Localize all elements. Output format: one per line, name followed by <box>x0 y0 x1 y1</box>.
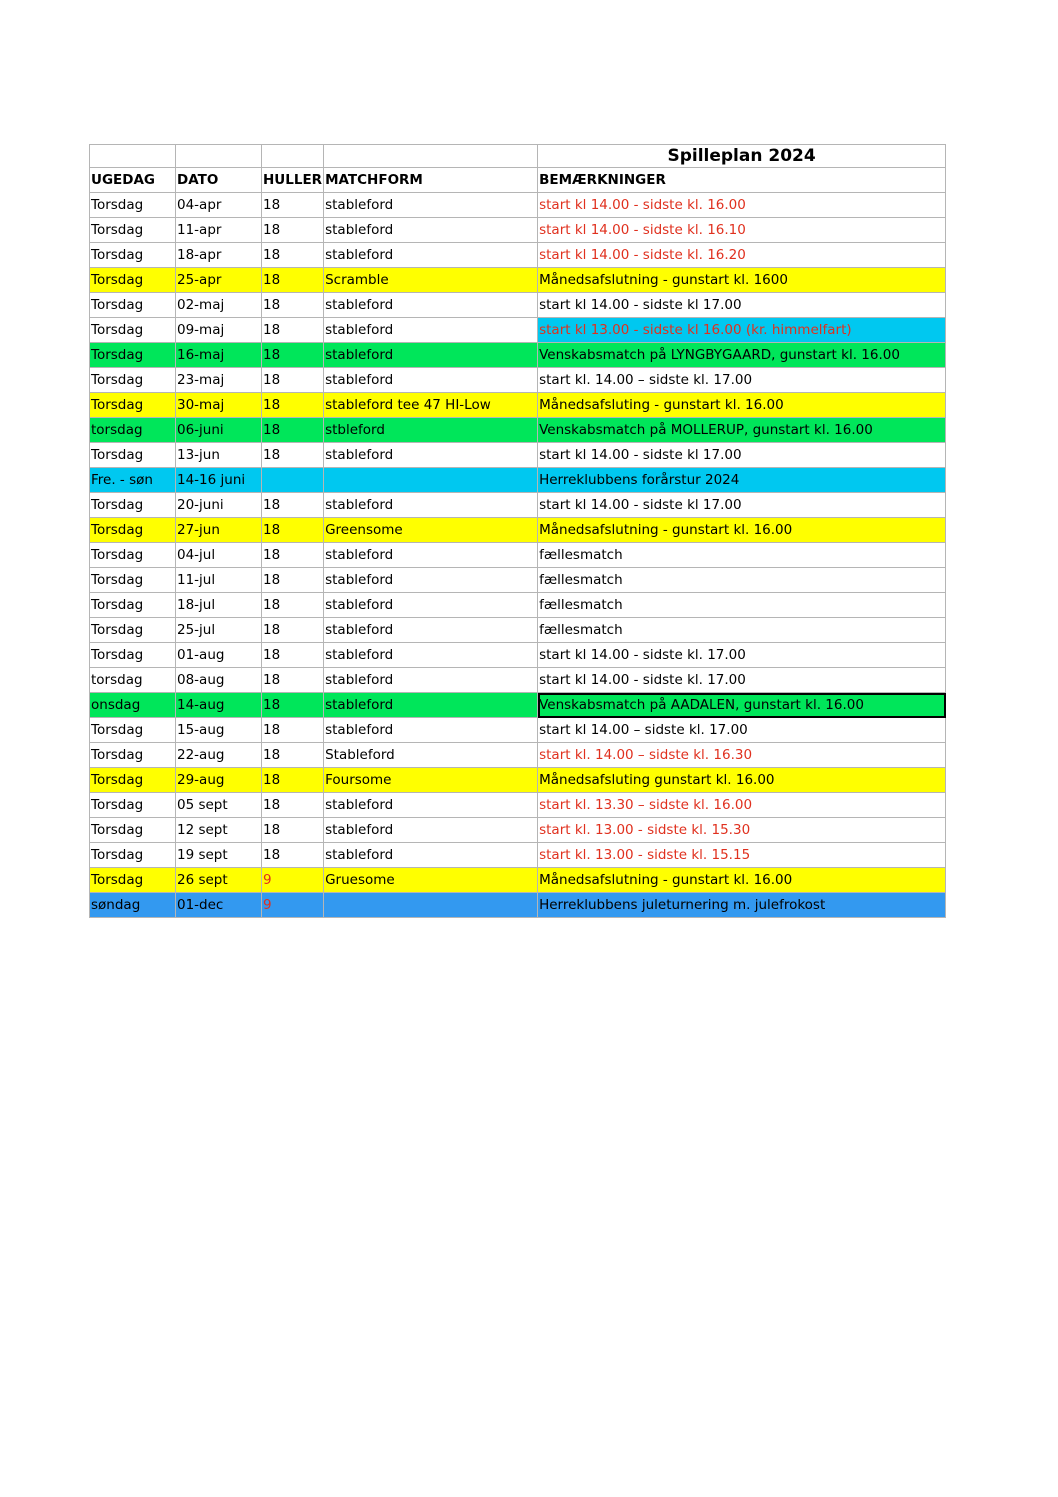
cell-huller: 18 <box>262 543 324 568</box>
cell-matchform: Greensome <box>324 518 538 543</box>
table-row <box>90 818 946 843</box>
cell-bemaerkninger: Herreklubbens forårstur 2024 <box>538 468 946 493</box>
cell-bemaerkninger: start kl 14.00 - sidste kl. 16.10 <box>538 218 946 243</box>
cell-huller: 9 <box>262 893 324 918</box>
cell-ugedag: Torsdag <box>90 218 176 243</box>
cell-dato: 02-maj <box>176 293 262 318</box>
cell-huller: 18 <box>262 443 324 468</box>
cell-ugedag: Torsdag <box>90 393 176 418</box>
table-row <box>90 518 946 543</box>
cell-bemaerkninger: start kl. 13.30 – sidste kl. 16.00 <box>538 793 946 818</box>
table-row <box>90 768 946 793</box>
cell-dato: 16-maj <box>176 343 262 368</box>
cell-ugedag: torsdag <box>90 668 176 693</box>
table-row <box>90 743 946 768</box>
cell-matchform: stableford <box>324 618 538 643</box>
cell-huller <box>262 468 324 493</box>
cell-huller: 18 <box>262 318 324 343</box>
cell-huller: 18 <box>262 718 324 743</box>
cell-bemaerkninger: start kl 14.00 - sidste kl. 16.00 <box>538 193 946 218</box>
cell-dato: 18-apr <box>176 243 262 268</box>
cell-dato: 11-jul <box>176 568 262 593</box>
table-row <box>90 793 946 818</box>
cell-huller: 18 <box>262 618 324 643</box>
cell-matchform: stableford <box>324 543 538 568</box>
cell-matchform: stableford <box>324 718 538 743</box>
cell-huller: 18 <box>262 693 324 718</box>
cell-bemaerkninger: Venskabsmatch på AADALEN, gunstart kl. 16.00 <box>538 693 946 718</box>
cell-matchform: stbleford <box>324 418 538 443</box>
cell-bemaerkninger: start kl 14.00 - sidste kl. 17.00 <box>538 643 946 668</box>
cell-dato: 19 sept <box>176 843 262 868</box>
cell-bemaerkninger: start kl 13.00 - sidste kl 16.00 (kr. himmelfart) <box>538 318 946 343</box>
cell-huller: 18 <box>262 393 324 418</box>
title-row <box>90 145 946 168</box>
cell-matchform: stableford tee 47 HI-Low <box>324 393 538 418</box>
cell-dato: 25-jul <box>176 618 262 643</box>
cell-bemaerkninger: start kl. 13.00 - sidste kl. 15.30 <box>538 818 946 843</box>
table-row <box>90 643 946 668</box>
cell-matchform: stableford <box>324 843 538 868</box>
table-row <box>90 493 946 518</box>
cell-matchform: stableford <box>324 368 538 393</box>
cell-bemaerkninger: fællesmatch <box>538 543 946 568</box>
cell-ugedag: Torsdag <box>90 843 176 868</box>
cell-dato: 08-aug <box>176 668 262 693</box>
cell-dato: 20-juni <box>176 493 262 518</box>
cell-huller: 18 <box>262 243 324 268</box>
cell-matchform: stableford <box>324 568 538 593</box>
cell-ugedag: Torsdag <box>90 268 176 293</box>
table-row <box>90 443 946 468</box>
table-row <box>90 468 946 493</box>
cell-ugedag: Torsdag <box>90 243 176 268</box>
cell-ugedag: Torsdag <box>90 543 176 568</box>
table-row <box>90 293 946 318</box>
cell-ugedag: Torsdag <box>90 743 176 768</box>
cell-bemaerkninger: start kl 14.00 – sidste kl. 17.00 <box>538 718 946 743</box>
cell-dato: 26 sept <box>176 868 262 893</box>
cell-matchform: stableford <box>324 443 538 468</box>
cell-dato: 12 sept <box>176 818 262 843</box>
cell-matchform: Gruesome <box>324 868 538 893</box>
cell-huller: 18 <box>262 518 324 543</box>
cell-ugedag: Torsdag <box>90 768 176 793</box>
table-row <box>90 893 946 918</box>
cell-bemaerkninger: fællesmatch <box>538 618 946 643</box>
cell-bemaerkninger: Månedsafslutning - gunstart kl. 16.00 <box>538 868 946 893</box>
cell-bemaerkninger: start kl 14.00 - sidste kl. 17.00 <box>538 668 946 693</box>
cell-matchform: stableford <box>324 293 538 318</box>
cell-huller: 18 <box>262 268 324 293</box>
cell-ugedag: Torsdag <box>90 193 176 218</box>
table-row <box>90 868 946 893</box>
cell-ugedag: søndag <box>90 893 176 918</box>
cell-matchform: stableford <box>324 693 538 718</box>
header-huller: HULLER <box>262 168 324 193</box>
cell-dato: 27-jun <box>176 518 262 543</box>
cell-huller: 18 <box>262 418 324 443</box>
cell-ugedag: Torsdag <box>90 593 176 618</box>
cell-huller: 18 <box>262 768 324 793</box>
cell-ugedag: Torsdag <box>90 318 176 343</box>
table-row <box>90 618 946 643</box>
cell-ugedag: torsdag <box>90 418 176 443</box>
cell-ugedag: Torsdag <box>90 793 176 818</box>
cell-huller: 18 <box>262 793 324 818</box>
cell-huller: 18 <box>262 568 324 593</box>
table-row <box>90 193 946 218</box>
cell-dato: 09-maj <box>176 318 262 343</box>
cell-dato: 01-dec <box>176 893 262 918</box>
table-row <box>90 318 946 343</box>
cell-bemaerkninger: Venskabsmatch på MOLLERUP, gunstart kl. 16.00 <box>538 418 946 443</box>
table-row <box>90 243 946 268</box>
header-matchform: MATCHFORM <box>324 168 538 193</box>
cell-matchform: Scramble <box>324 268 538 293</box>
cell-bemaerkninger: start kl 14.00 - sidste kl. 16.20 <box>538 243 946 268</box>
cell-dato: 14-aug <box>176 693 262 718</box>
cell-matchform <box>324 468 538 493</box>
cell-dato: 01-aug <box>176 643 262 668</box>
cell-huller: 18 <box>262 843 324 868</box>
cell-huller: 18 <box>262 818 324 843</box>
cell-dato: 13-jun <box>176 443 262 468</box>
table-row <box>90 668 946 693</box>
cell-huller: 18 <box>262 493 324 518</box>
cell-matchform: stableford <box>324 643 538 668</box>
cell-bemaerkninger: Månedsafslutning - gunstart kl. 1600 <box>538 268 946 293</box>
cell-ugedag: onsdag <box>90 693 176 718</box>
table-row <box>90 718 946 743</box>
cell-dato: 29-aug <box>176 768 262 793</box>
cell-ugedag: Torsdag <box>90 443 176 468</box>
cell-bemaerkninger: Månedsafslutning - gunstart kl. 16.00 <box>538 518 946 543</box>
cell-huller: 18 <box>262 643 324 668</box>
cell-bemaerkninger: start kl. 14.00 – sidste kl. 17.00 <box>538 368 946 393</box>
page-title: Spilleplan 2024 <box>538 145 946 168</box>
cell-bemaerkninger: start kl. 14.00 – sidste kl. 16.30 <box>538 743 946 768</box>
cell-bemaerkninger: start kl 14.00 - sidste kl 17.00 <box>538 443 946 468</box>
table-row <box>90 268 946 293</box>
cell-huller: 18 <box>262 293 324 318</box>
cell-ugedag: Torsdag <box>90 618 176 643</box>
cell-dato: 18-jul <box>176 593 262 618</box>
cell-huller: 18 <box>262 218 324 243</box>
cell-matchform: stableford <box>324 493 538 518</box>
header-dato: DATO <box>176 168 262 193</box>
cell-ugedag: Torsdag <box>90 518 176 543</box>
cell-matchform: Foursome <box>324 768 538 793</box>
table-row <box>90 418 946 443</box>
cell-ugedag: Torsdag <box>90 868 176 893</box>
cell-matchform: stableford <box>324 793 538 818</box>
cell-dato: 22-aug <box>176 743 262 768</box>
table-row <box>90 343 946 368</box>
cell-dato: 30-maj <box>176 393 262 418</box>
cell-ugedag: Torsdag <box>90 343 176 368</box>
cell-dato: 14-16 juni <box>176 468 262 493</box>
schedule-table <box>89 144 946 918</box>
cell-matchform: stableford <box>324 243 538 268</box>
cell-ugedag: Torsdag <box>90 293 176 318</box>
cell-dato: 04-apr <box>176 193 262 218</box>
cell-huller: 18 <box>262 193 324 218</box>
cell-bemaerkninger: Venskabsmatch på LYNGBYGAARD, gunstart kl. 16.00 <box>538 343 946 368</box>
cell-matchform: stableford <box>324 593 538 618</box>
cell-huller: 18 <box>262 368 324 393</box>
cell-matchform: stableford <box>324 193 538 218</box>
cell-ugedag: Torsdag <box>90 368 176 393</box>
table-row <box>90 218 946 243</box>
cell-dato: 15-aug <box>176 718 262 743</box>
cell-matchform: stableford <box>324 218 538 243</box>
cell-bemaerkninger: start kl 14.00 - sidste kl 17.00 <box>538 293 946 318</box>
cell-dato: 06-juni <box>176 418 262 443</box>
cell-dato: 05 sept <box>176 793 262 818</box>
cell-huller: 18 <box>262 593 324 618</box>
cell-matchform: Stableford <box>324 743 538 768</box>
cell-matchform <box>324 893 538 918</box>
table-row <box>90 393 946 418</box>
cell-bemaerkninger: Månedsafsluting - gunstart kl. 16.00 <box>538 393 946 418</box>
cell-bemaerkninger: Herreklubbens juleturnering m. julefrokost <box>538 893 946 918</box>
header-ugedag: UGEDAG <box>90 168 176 193</box>
cell-bemaerkninger: Månedsafsluting gunstart kl. 16.00 <box>538 768 946 793</box>
table-row <box>90 593 946 618</box>
cell-dato: 04-jul <box>176 543 262 568</box>
header-bemaerkninger: BEMÆRKNINGER <box>538 168 946 193</box>
table-row <box>90 693 946 718</box>
cell-ugedag: Torsdag <box>90 493 176 518</box>
table-row <box>90 568 946 593</box>
cell-ugedag: Torsdag <box>90 643 176 668</box>
cell-bemaerkninger: fællesmatch <box>538 568 946 593</box>
cell-ugedag: Fre. - søn <box>90 468 176 493</box>
cell-bemaerkninger: start kl 14.00 - sidste kl 17.00 <box>538 493 946 518</box>
table-row <box>90 368 946 393</box>
cell-matchform: stableford <box>324 343 538 368</box>
header-row <box>90 168 946 193</box>
cell-ugedag: Torsdag <box>90 568 176 593</box>
cell-dato: 25-apr <box>176 268 262 293</box>
cell-bemaerkninger: fællesmatch <box>538 593 946 618</box>
cell-matchform: stableford <box>324 818 538 843</box>
cell-huller: 18 <box>262 743 324 768</box>
cell-bemaerkninger: start kl. 13.00 - sidste kl. 15.15 <box>538 843 946 868</box>
cell-matchform: stableford <box>324 668 538 693</box>
table-row <box>90 843 946 868</box>
cell-huller: 9 <box>262 868 324 893</box>
cell-huller: 18 <box>262 343 324 368</box>
cell-ugedag: Torsdag <box>90 718 176 743</box>
cell-matchform: stableford <box>324 318 538 343</box>
cell-dato: 23-maj <box>176 368 262 393</box>
cell-ugedag: Torsdag <box>90 818 176 843</box>
cell-dato: 11-apr <box>176 218 262 243</box>
table-row <box>90 543 946 568</box>
cell-huller: 18 <box>262 668 324 693</box>
